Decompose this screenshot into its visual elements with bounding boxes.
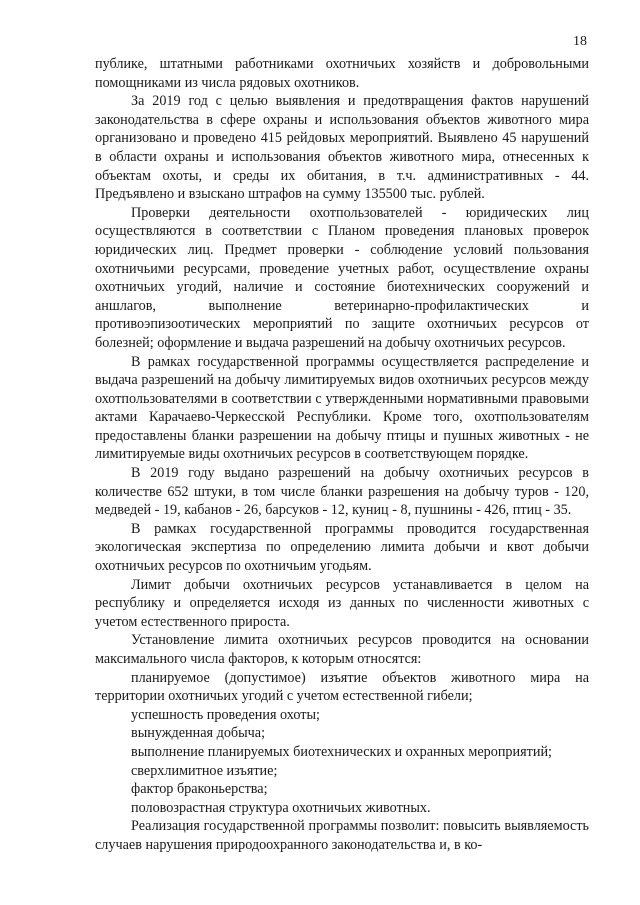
list-item: сверхлимитное изъятие; [131,762,278,779]
document-body [95,55,589,855]
paragraph-permits-distribution: В рамках государственной программы осуществляется распределение и выдача разрешений на добычу лимитируемых видов охотничьих ресурсов между охотпользователями в соответствии с утвержденными нормативными правовыми актами Карачаево-Черкесской Республики. Кроме того, охотпользователям предоставлены бланки разрешении на добычу птицы и пушных животных - не лимитируемые виды охотничьих ресурсов в соответствующем порядке. [95,353,589,463]
paragraph-permits-issued: В 2019 году выдано разрешений на добычу охотничьих ресурсов в количестве 652 штуки, в том числе бланки разрешения на добычу туров - 120, медведей - 19, кабанов - 26, барсуков - 12, куниц - 8, пушнины - 426, птиц - 35. [95,465,589,519]
list-item: половозрастная структура охотничьих животных. [131,799,431,816]
factors-list [95,669,589,818]
paragraph-limit-factors-intro: Установление лимита охотничьих ресурсов проводится на основании максимального числа факторов, к которым относятся: [95,632,589,667]
paragraph-limit: Лимит добычи охотничьих ресурсов устанавливается в целом на республику и определяется исходя из данных по численности животных с учетом естественного прироста. [95,576,589,630]
paragraph-inspections: Проверки деятельности охотпользователей - юридических лиц осуществляются в соответствии с Планом проведения плановых проверок юридических лиц. Предмет проверки - соблюдение условий пользования охотничьими ресурсами, проведение учетных работ, осуществление охраны охотничьих угодий, наличие и состояние биотехнических сооружений и аншлагов, выполнение ветеринарно-профилактических и противоэпизоотических мероприятий по защите охотничьих ресурсов от болезней; оформление и выдача разрешений на добычу охотничьих ресурсов. [95,204,589,351]
list-item: успешность проведения охоты; [131,706,320,723]
paragraph-program-outcome: Реализация государственной программы позволит: повысить выявляемость случаев нарушения природоохранного законодательства и, в ко- [95,818,589,853]
paragraph-ecological-expertise: В рамках государственной программы проводится государственная экологическая экспертиза по определению лимита добычи и квот добычи охотничьих ресурсов по охотничьим угодьям. [95,520,589,575]
paragraph-raids: За 2019 год с целью выявления и предотвращения фактов нарушений законодательства в сфере охраны и использования объектов животного мира организовано и проведено 415 рейдовых мероприятий. Выявлено 45 нарушений в области охраны и использования объектов животного мира, отнесенных к объектам охоты, и среды их обитания, в т.ч. административных - 44. Предъявлено и взыскано штрафов на сумму 135500 тыс. рублей. [95,93,589,203]
list-item: вынужденная добыча; [131,725,266,742]
paragraph-continuation: публике, штатными работниками охотничьих хозяйств и добровольными помощниками из числа рядовых охотников. [95,56,589,91]
list-item: фактор браконьерства; [131,781,268,798]
list-item: выполнение планируемых биотехнических и охранных мероприятий; [131,743,552,760]
page-number: 18 [573,34,587,49]
list-item: планируемое (допустимое) изъятие объектов животного мира на территории охотничьих угодий с учетом естественной гибели; [95,669,589,705]
